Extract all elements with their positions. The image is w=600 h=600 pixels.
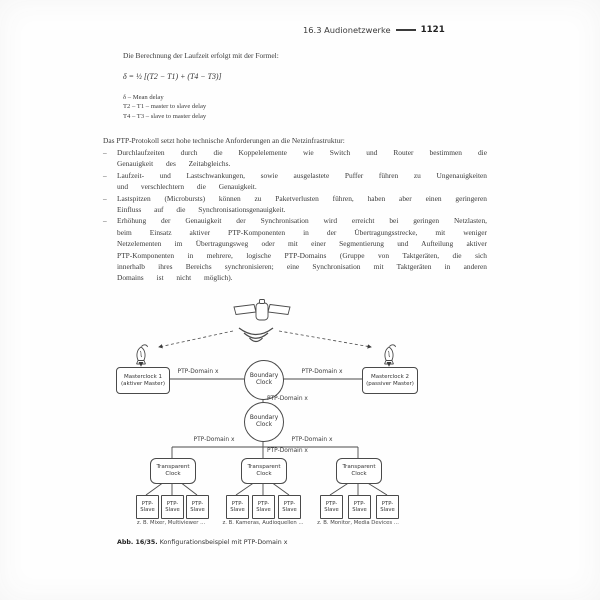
ptp-domain-label: PTP-Domain x: [267, 448, 308, 454]
page-number: 1121: [420, 25, 445, 35]
satellite-icon: [234, 300, 290, 321]
figure-title: Konfigurationsbeispiel mit PTP-Domain x: [159, 539, 288, 546]
boundary-clock-node: Boundary Clock: [244, 402, 284, 442]
masterclock1-box: Masterclock 1 (aktiver Master): [116, 367, 170, 394]
bullet-item: – Erhöhung der Genauigkeit der Synchronisation wird erreicht bei geringen Netzlasten, beim Einsatz aktiver PTP-Komponenten in der Übertragungsstrecke, mit weniger Netzelementen im Übertragungsweg oder mit einer Segmentierung und Aufteilung aktiver PTP-Komponenten in mehrere, logische PTP-Domains (Gruppe von Taktgeräten, die sich innerhalb ihres Bereichs synchronisieren; eine Synchronisation mit Taktgeräten in anderen Domains ist nicht möglich).: [103, 215, 487, 283]
paragraph-lead: Das PTP-Protokoll setzt hohe technische Anforderungen an die Netzinfrastruktur:: [103, 136, 345, 145]
gps-antenna-icon: [385, 345, 396, 366]
ptp-domain-label: PTP-Domain x: [193, 437, 235, 443]
formula-definitions: [123, 93, 206, 121]
bullet-item: – Durchlaufzeiten durch die Koppelelemente wie Switch und Router bestimmen die Genauigkeit des Zeitabgleichs.: [103, 147, 487, 170]
delay-formula: δ = ½ [(T2 − T1) + (T4 − T3)]: [123, 72, 222, 81]
ptp-domain-label: PTP-Domain x: [267, 396, 308, 402]
ptp-slave-node: PTP- Slave: [161, 495, 184, 519]
figure-number: Abb. 16/35.: [117, 539, 158, 546]
masterclock2-box: Masterclock 2 (passiver Master): [362, 367, 418, 394]
definition-line: T2 – T1 – master to slave delay: [123, 103, 207, 111]
intro-sentence: Die Berechnung der Laufzeit erfolgt mit der Formel:: [123, 51, 279, 60]
ptp-domain-label: PTP-Domain x: [301, 369, 343, 375]
section-title: 16.3 Audionetzwerke: [303, 25, 391, 35]
running-head: [303, 25, 445, 35]
slave-group-caption: z. B. Kameras, Audioquellen ...: [222, 520, 304, 526]
ptp-slave-node: PTP- Slave: [278, 495, 301, 519]
satellite-link-right: [279, 331, 371, 347]
definition-line: δ – Mean delay: [123, 94, 164, 101]
bullet-item: – Laufzeit- und Lastschwankungen, sowie ausgelastete Puffer führen zu Ungenauigkeiten und verschlechtern die Genauigkeit.: [103, 170, 487, 193]
bullet-item: – Lastspitzen (Microbursts) können zu Paketverlusten führen, haben aber einen geringeren Einfluss auf die Synchronisationsgenauigkeit.: [103, 193, 487, 216]
ptp-domain-label: PTP-Domain x: [177, 369, 219, 375]
boundary-clock-node: Boundary Clock: [244, 360, 284, 400]
transparent-clock-node: Transparent Clock: [336, 458, 382, 484]
transparent-clock-node: Transparent Clock: [241, 458, 287, 484]
satellite-link-left: [159, 331, 233, 347]
ptp-slave-node: PTP- Slave: [226, 495, 249, 519]
signal-waves-icon: [239, 328, 273, 342]
ptp-slave-node: PTP- Slave: [252, 495, 275, 519]
ptp-slave-node: PTP- Slave: [320, 495, 343, 519]
ptp-domain-label: PTP-Domain x: [291, 437, 333, 443]
transparent-clock-node: Transparent Clock: [150, 458, 196, 484]
slave-group-caption: z. B. Mixer, Multiviewer ...: [136, 520, 206, 526]
definition-line: T4 – T3 – slave to master delay: [123, 112, 207, 120]
main-text: [103, 135, 487, 284]
bullet-list: [103, 147, 487, 284]
ptp-slave-node: PTP- Slave: [376, 495, 399, 519]
ptp-slave-node: PTP- Slave: [136, 495, 159, 519]
header-rule: [396, 29, 416, 31]
ptp-slave-node: PTP- Slave: [186, 495, 209, 519]
ptp-slave-node: PTP- Slave: [348, 495, 371, 519]
gps-antenna-icon: [137, 345, 148, 366]
slave-group-caption: z. B. Monitor, Media Devices ...: [317, 520, 399, 526]
